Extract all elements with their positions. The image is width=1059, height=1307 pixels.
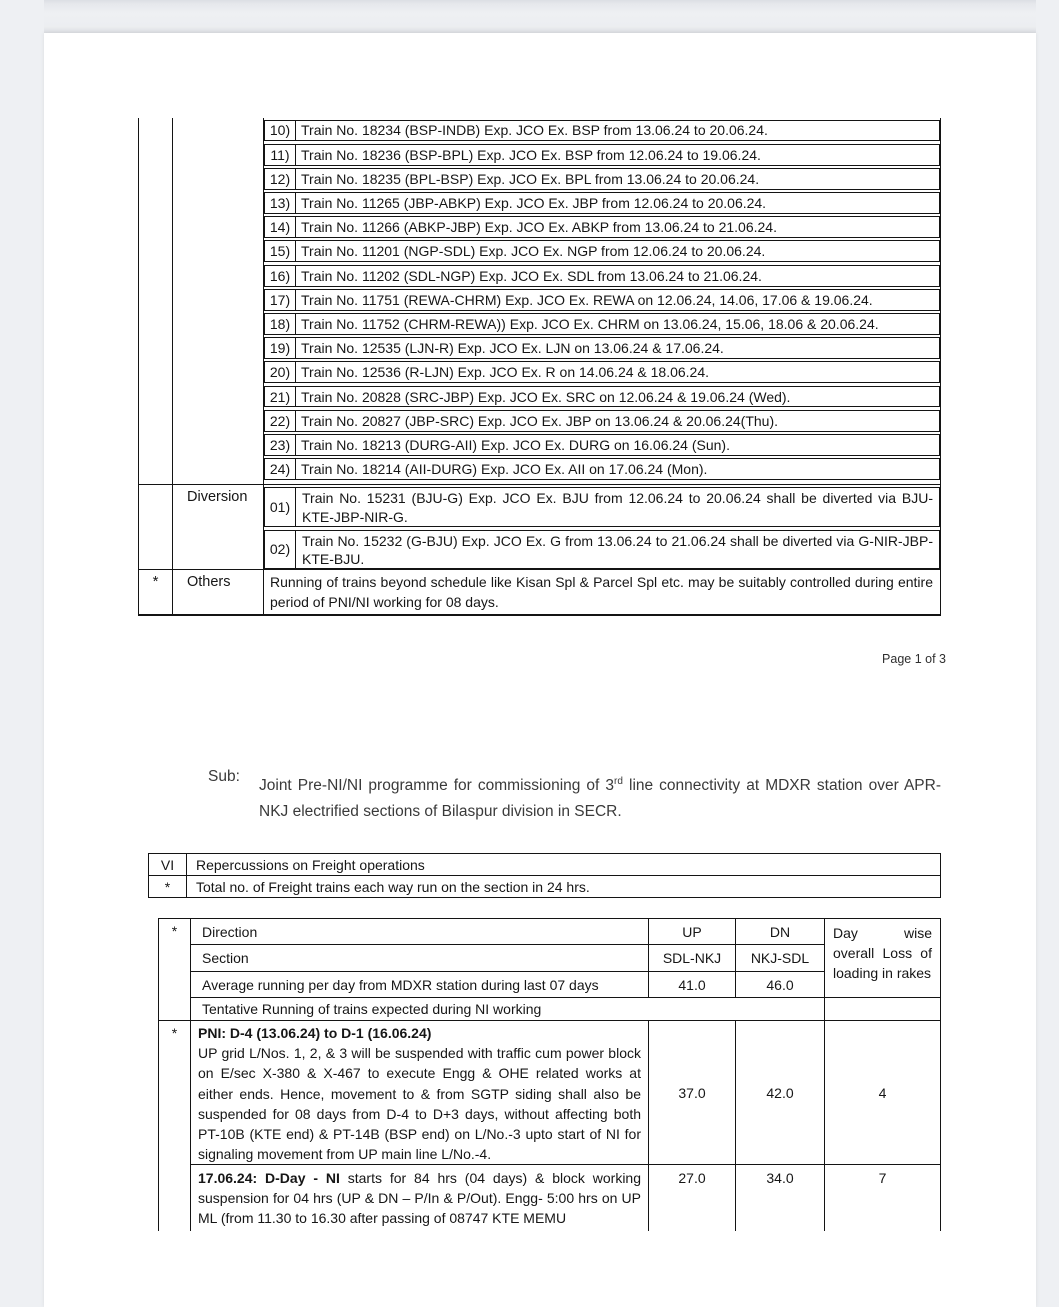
header-row-code: *: [149, 876, 187, 897]
subject-text-part2: line connectivity at MDXR station over APR-NKJ electrified sections of Bilaspur division in SECR.: [259, 777, 941, 821]
table-col-marker: [139, 118, 173, 484]
train-row-text: Train No. 18213 (DURG-AII) Exp. JCO Ex. DURG on 16.06.24 (Sun).: [301, 436, 730, 453]
others-section: [139, 569, 940, 614]
document-page: [44, 33, 1036, 1307]
dday-description-cell: [191, 1165, 649, 1231]
dday-up-value: 27.0: [649, 1165, 736, 1231]
others-star: *: [139, 570, 173, 614]
page-number-footer: Page 1 of 3: [882, 652, 946, 666]
pni-description-cell: [191, 1021, 649, 1165]
header-row-text: Total no. of Freight trains each way run on the section in 24 hrs.: [196, 878, 590, 895]
freight-repercussions-header-table: [148, 853, 941, 898]
train-row-number: 22): [265, 411, 296, 431]
train-row: [264, 168, 940, 190]
diversion-row-text: Train No. 15232 (G-BJU) Exp. JCO Ex. G from 13.06.24 to 21.06.24 shall be diverted via G-NIR-JBP-KTE-BJU.: [302, 532, 933, 567]
up-section: SDL-NKJ: [649, 945, 736, 972]
average-up-value: 41.0: [649, 972, 736, 998]
pni-daywise-value: 4: [825, 1021, 940, 1165]
train-row-number: 16): [265, 266, 296, 286]
train-row-number: 19): [265, 338, 296, 358]
train-row-text: Train No. 18236 (BSP-BPL) Exp. JCO Ex. BSP from 12.06.24 to 19.06.24.: [301, 146, 761, 163]
subject-superscript: rd: [614, 776, 623, 787]
train-row: [264, 265, 940, 287]
freight-operations-table: [158, 918, 941, 1231]
train-row-number: 11): [265, 145, 296, 165]
train-row: [264, 289, 940, 311]
diversion-row-number: 02): [265, 531, 296, 569]
tentative-running-label: Tentative Running of trains expected during NI working: [191, 998, 825, 1021]
direction-label: Direction: [191, 919, 649, 945]
train-row-text: Train No. 11266 (ABKP-JBP) Exp. JCO Ex. ABKP from 13.06.24 to 21.06.24.: [301, 219, 777, 236]
freight-star-pni: *: [159, 1021, 191, 1231]
diversion-row: [264, 530, 940, 570]
train-row-number: 21): [265, 387, 296, 407]
train-row-text: Train No. 11201 (NGP-SDL) Exp. JCO Ex. NGP from 12.06.24 to 20.06.24.: [301, 243, 766, 260]
dday-dn-value: 34.0: [736, 1165, 825, 1231]
train-row: [264, 386, 940, 408]
train-row: [264, 216, 940, 238]
diversion-row-number: 01): [265, 488, 296, 526]
pni-up-value: 37.0: [649, 1021, 736, 1165]
average-running-label: Average running per day from MDXR station during last 07 days: [191, 972, 649, 998]
train-row: [264, 144, 940, 166]
train-row-text: Train No. 11202 (SDL-NGP) Exp. JCO Ex. SDL from 13.06.24 to 21.06.24.: [301, 267, 762, 284]
header-table-row: [149, 854, 940, 875]
diversion-row-text: Train No. 15231 (BJU-G) Exp. JCO Ex. BJU from 12.06.24 to 20.06.24 shall be diverted via BJU-KTE-JBP-NIR-G.: [302, 490, 933, 525]
dn-header: DN: [736, 919, 825, 945]
diversion-row: [264, 487, 940, 527]
others-text: Running of trains beyond schedule like Kisan Spl & Parcel Spl etc. may be suitably controlled during entire period of PNI/NI working for 08 days.: [270, 574, 933, 610]
train-row-text: Train No. 20827 (JBP-SRC) Exp. JCO Ex. JBP on 13.06.24 & 20.06.24(Thu).: [301, 412, 779, 429]
diversion-label: Diversion: [173, 485, 264, 569]
diversion-rows-container: [264, 485, 940, 569]
train-row-number: 24): [265, 459, 296, 479]
daywise-loss-cell: Day wise overall Loss of loading in rakes: [825, 919, 940, 998]
table-col-category: [173, 118, 264, 484]
train-row-number: 23): [265, 435, 296, 455]
train-row-number: 14): [265, 217, 296, 237]
subject-text: [259, 769, 941, 825]
train-rows-section: [139, 118, 940, 484]
viewer-top-gap: [44, 0, 1036, 33]
train-row: [264, 120, 940, 142]
diversion-section: [139, 484, 940, 569]
train-row-number: 17): [265, 290, 296, 310]
dday-body: starts for 84 hrs (04 days) & block working suspension for 04 hrs (UP & DN – P/In & P/Out). Engg- 5:00 hrs on UP ML (from 11.30 to 16.30 after passing of 08747 KTE MEMU: [198, 1170, 641, 1227]
train-row-text: Train No. 12535 (LJN-R) Exp. JCO Ex. LJN on 13.06.24 & 17.06.24.: [301, 340, 724, 357]
daywise-empty-cell: [825, 998, 940, 1021]
train-row-text: Train No. 12536 (R-LJN) Exp. JCO Ex. R on 14.06.24 & 18.06.24.: [301, 364, 710, 381]
dday-title: 17.06.24: D-Day - NI: [198, 1170, 340, 1186]
train-row: [264, 240, 940, 262]
train-row-text: Train No. 18234 (BSP-INDB) Exp. JCO Ex. BSP from 13.06.24 to 20.06.24.: [301, 122, 768, 139]
train-row-number: 13): [265, 193, 296, 213]
pni-dn-value: 42.0: [736, 1021, 825, 1165]
train-row: [264, 192, 940, 214]
train-row-text: Train No. 20828 (SRC-JBP) Exp. JCO Ex. SRC on 12.06.24 & 19.06.24 (Wed).: [301, 388, 791, 405]
subject-label: Sub:: [208, 768, 240, 785]
header-table-row: [149, 875, 940, 897]
train-row: [264, 458, 940, 480]
train-row: [264, 410, 940, 432]
train-row-number: 15): [265, 241, 296, 261]
dn-section: NKJ-SDL: [736, 945, 825, 972]
train-row-number: 12): [265, 169, 296, 189]
train-row-number: 18): [265, 314, 296, 334]
train-row-text: Train No. 18214 (AII-DURG) Exp. JCO Ex. AII on 17.06.24 (Mon).: [301, 461, 708, 478]
train-row-number: 10): [265, 121, 296, 141]
train-row-number: 20): [265, 362, 296, 382]
train-row: [264, 434, 940, 456]
train-row: [264, 313, 940, 335]
dday-daywise-value: 7: [878, 1170, 887, 1186]
header-row-code: VI: [149, 854, 187, 875]
others-label: Others: [173, 570, 264, 614]
pni-title: PNI: D-4 (13.06.24) to D-1 (16.06.24): [198, 1025, 432, 1041]
header-row-text: Repercussions on Freight operations: [196, 856, 425, 873]
pni-body: UP grid L/Nos. 1, 2, & 3 will be suspended with traffic cum power block on E/sec X-380 & X-467 to execute Engg & OHE related works at either ends. Hence, movement to & from SGTP siding shall also be suspended for 08 days from D-4 to D+3 days, without affecting both PT-10B (KTE end) & PT-14B (BSP end) on L/No.-3 upto start of NI for signaling movement from UP main line L/No.-4.: [198, 1045, 641, 1163]
train-rows-container: [264, 118, 940, 484]
section-label: Section: [191, 945, 649, 972]
table-col-marker: [139, 485, 173, 569]
train-row: [264, 361, 940, 383]
train-row-text: Train No. 11752 (CHRM-REWA)) Exp. JCO Ex. CHRM on 13.06.24, 15.06, 18.06 & 20.06.24.: [301, 315, 879, 332]
train-row: [264, 337, 940, 359]
train-row-text: Train No. 11265 (JBP-ABKP) Exp. JCO Ex. JBP from 12.06.24 to 20.06.24.: [301, 195, 767, 211]
freight-star-top: *: [159, 919, 191, 1021]
train-row-text: Train No. 11751 (REWA-CHRM) Exp. JCO Ex. REWA on 12.06.24, 14.06, 17.06 & 19.06.24.: [301, 291, 873, 308]
train-schedule-table: [138, 118, 941, 616]
up-header: UP: [649, 919, 736, 945]
average-dn-value: 46.0: [736, 972, 825, 998]
subject-text-part1: Joint Pre-NI/NI programme for commissioning of 3: [259, 777, 615, 795]
train-row-text: Train No. 18235 (BPL-BSP) Exp. JCO Ex. BPL from 13.06.24 to 20.06.24.: [301, 170, 760, 187]
